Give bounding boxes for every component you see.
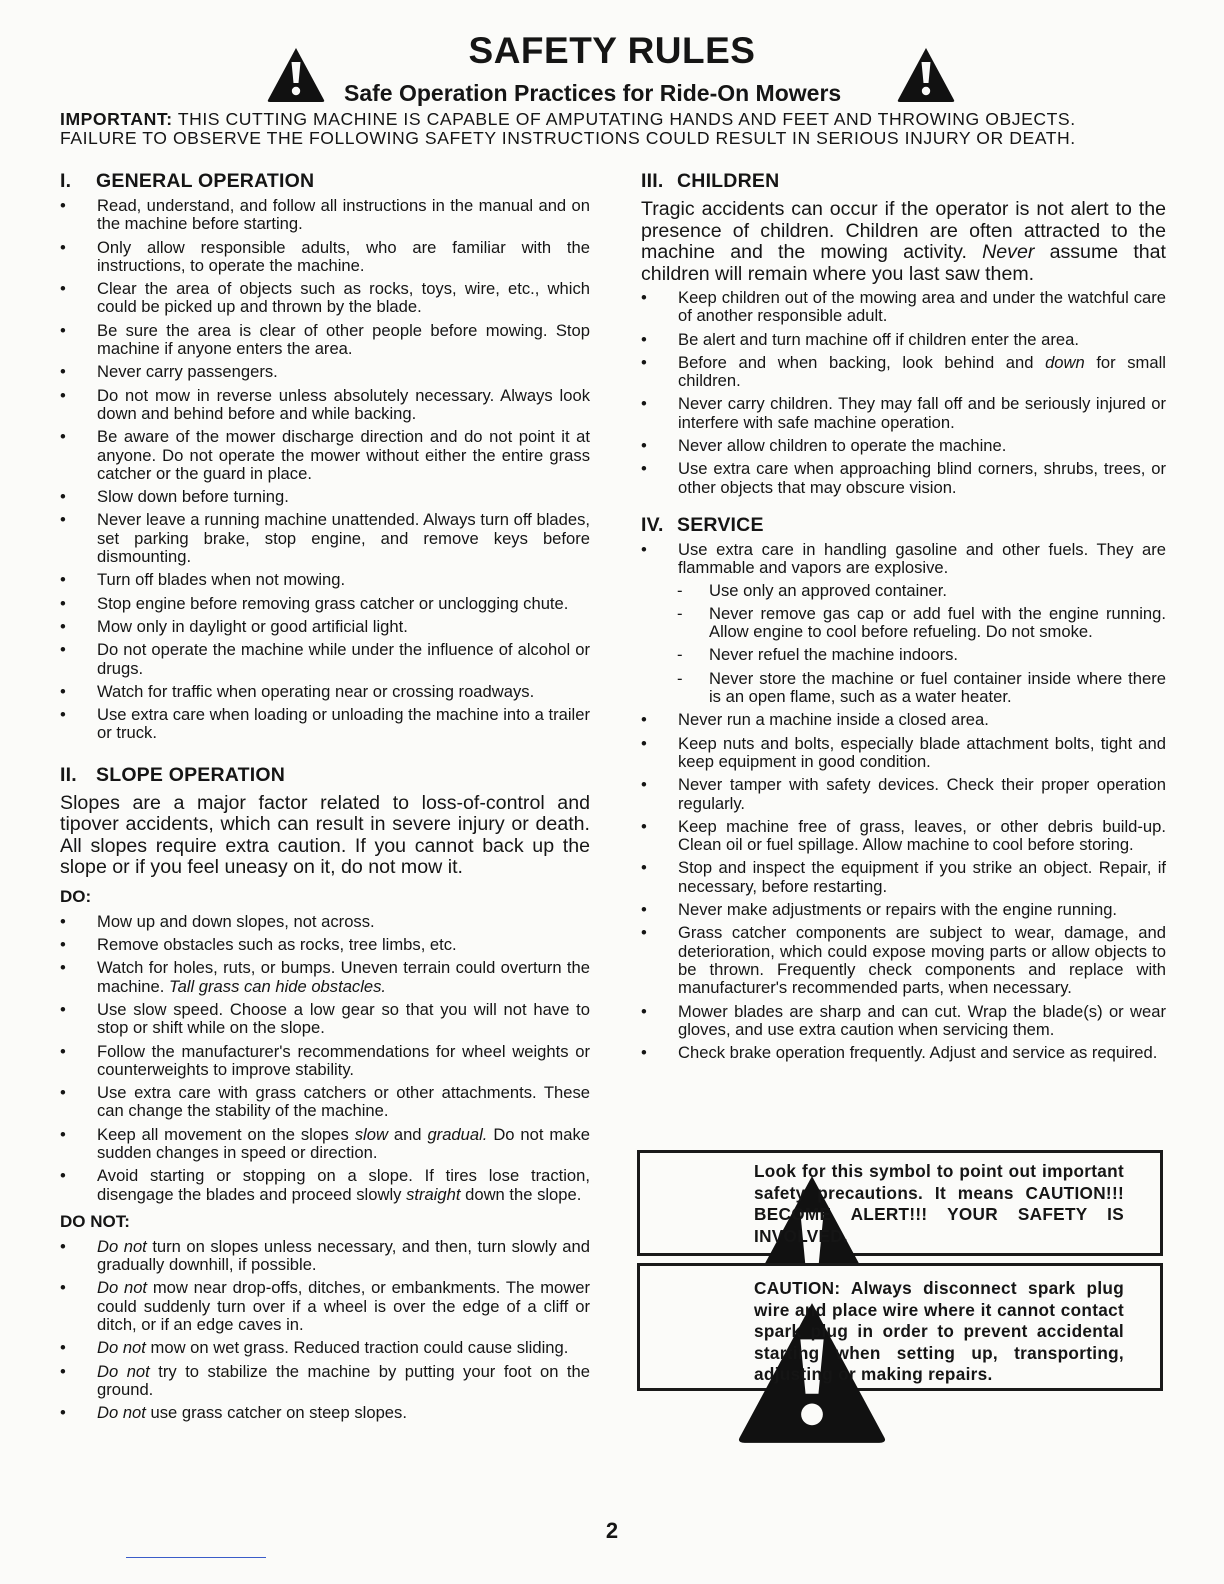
sub-list-item: - Never remove gas cap or add fuel with the engine running. Allow engine to cool before refueling. Do not smoke. <box>675 605 1166 642</box>
list-item: • Keep nuts and bolts, especially blade attachment bolts, tight and keep equipment in good condition. <box>641 735 1166 772</box>
list-item: • Never tamper with safety devices. Check their proper operation regularly. <box>641 776 1166 813</box>
list-item: • Watch for traffic when operating near or crossing roadways. <box>60 683 590 701</box>
list-item: • Mow up and down slopes, not across. <box>60 913 590 931</box>
children-list <box>641 289 1166 497</box>
section-title: SLOPE OPERATION <box>96 763 285 786</box>
section-number: IV. <box>641 513 664 536</box>
list-item: • Be alert and turn machine off if children enter the area. <box>641 331 1166 349</box>
list-item: • Use extra care when loading or unloading the machine into a trailer or truck. <box>60 706 590 743</box>
list-item: • Grass catcher components are subject to wear, damage, and deterioration, which could expose moving parts or allow objects to be thrown. Frequently check components and replace with manufacturer's recommended parts, when necessary. <box>641 924 1166 997</box>
caution-box <box>637 1263 1163 1391</box>
list-item: • Do not operate the machine while under the influence of alcohol or drugs. <box>60 641 590 678</box>
list-item <box>60 1167 590 1204</box>
item-text: for small children. <box>678 352 1166 391</box>
item-emphasis: Do not <box>97 1361 150 1381</box>
section-service-heading <box>641 514 1166 537</box>
do-not-label: DO NOT: <box>60 1211 130 1231</box>
list-item: • Stop engine before removing grass catcher or unclogging chute. <box>60 595 590 613</box>
list-item: • Use slow speed. Choose a low gear so that you will not have to stop or shift while on the slope. <box>60 1001 590 1038</box>
list-item: • Mow only in daylight or good artificial light. <box>60 618 590 636</box>
sub-list-item: - Use only an approved container. <box>675 582 1166 600</box>
symbol-notice-box <box>637 1150 1163 1256</box>
item-emphasis: Do not <box>97 1278 148 1298</box>
list-item: • Never carry passengers. <box>60 363 590 381</box>
section-title: GENERAL OPERATION <box>96 170 315 192</box>
item-text: Keep all movement on the slopes <box>97 1124 349 1144</box>
important-line-2: FAILURE TO OBSERVE THE FOLLOWING SAFETY INSTRUCTIONS COULD RESULT IN SERIOUS INJURY OR DEATH. <box>60 128 1076 148</box>
item-text: Watch for holes, ruts, or bumps. Uneven terrain could overturn the machine. <box>97 958 590 996</box>
item-text: and <box>393 1124 422 1144</box>
section-number: II. <box>60 763 77 786</box>
list-item: • Stop and inspect the equipment if you strike an object. Repair, if necessary, before restarting. <box>641 859 1166 896</box>
item-text: use grass catcher on steep slopes. <box>150 1403 407 1423</box>
item-text: mow on wet grass. Reduced traction could cause sliding. <box>150 1338 569 1358</box>
list-item: • Never make adjustments or repairs with the engine running. <box>641 901 1166 919</box>
section-general-heading <box>60 170 590 193</box>
slope-intro: Slopes are a major factor related to loss-of-control and tipover accidents, which can result in severe injury or death. All slopes require extra caution. If you cannot back up the slope or if you feel uneasy on it, do not mow it. <box>60 791 590 879</box>
item-emphasis: gradual. <box>427 1124 488 1144</box>
fuel-sublist <box>641 582 1166 707</box>
list-item: • Never run a machine inside a closed area. <box>641 711 1166 729</box>
list-item <box>60 959 590 996</box>
do-not-list <box>60 1238 590 1423</box>
symbol-notice-text: Look for this symbol to point out important safety precautions. It means CAUTION!!! BECOME ALERT!!! YOUR SAFETY IS INVOLVED. <box>754 1161 1124 1246</box>
item-emphasis: Tall grass can hide obstacles. <box>168 976 387 996</box>
left-column <box>60 170 590 1428</box>
list-item: • Never carry children. They may fall off and be seriously injured or interfere with safe machine operation. <box>641 395 1166 432</box>
list-item <box>60 1363 590 1400</box>
list-item: • Never allow children to operate the machine. <box>641 437 1166 455</box>
do-label: DO: <box>60 886 92 906</box>
general-list <box>60 197 590 743</box>
list-item: • Only allow responsible adults, who are familiar with the instructions, to operate the machine. <box>60 239 590 276</box>
item-text: try to stabilize the machine by putting your foot on the ground. <box>97 1361 591 1399</box>
list-item <box>641 354 1166 391</box>
caution-text: CAUTION: Always disconnect spark plug wire and place wire where it cannot contact spark plug in order to prevent accidental starting when setting up, transporting, adjusting or making repairs. <box>754 1278 1124 1384</box>
warning-icon <box>662 1171 722 1229</box>
warning-icon-right <box>895 46 957 104</box>
do-list <box>60 913 590 1204</box>
page-subtitle: Safe Operation Practices for Ride-On Mowers <box>344 80 842 106</box>
list-item: • Be aware of the mower discharge direction and do not point it at anyone. Do not operate the mower without either the entire grass catcher or the guard in place. <box>60 428 590 483</box>
item-text: Do not make sudden changes in speed or direction. <box>97 1124 590 1162</box>
item-text: Avoid starting or stopping on a slope. If tires lose traction, disengage the blades and proceed slowly <box>97 1166 590 1204</box>
list-item <box>60 1238 590 1275</box>
list-item <box>60 1339 590 1357</box>
page-number: 2 <box>605 1518 619 1543</box>
sub-list-item: - Never refuel the machine indoors. <box>675 646 1166 664</box>
warning-icon <box>662 1298 722 1356</box>
list-item: • Be sure the area is clear of other people before mowing. Stop machine if anyone enters the area. <box>60 322 590 359</box>
important-notice <box>60 110 1170 148</box>
service-list <box>641 541 1166 578</box>
list-item: • Check brake operation frequently. Adjust and service as required. <box>641 1044 1166 1062</box>
item-emphasis: Do not <box>97 1236 147 1256</box>
item-emphasis: down <box>1045 352 1085 372</box>
important-line-1: THIS CUTTING MACHINE IS CAPABLE OF AMPUTATING HANDS AND FEET AND THROWING OBJECTS. <box>177 109 1076 129</box>
item-emphasis: straight <box>406 1184 461 1204</box>
item-emphasis: Do not <box>97 1338 146 1358</box>
section-title: CHILDREN <box>677 170 780 192</box>
service-list-continued <box>641 711 1166 1062</box>
list-item: • Clear the area of objects such as rocks, toys, wire, etc., which could be picked up and thrown by the blade. <box>60 280 590 317</box>
sub-list-item: - Never store the machine or fuel container inside where there is an open flame, such as a water heater. <box>675 670 1166 707</box>
item-text: Before and when backing, look behind and <box>678 352 1034 372</box>
intro-text: Tragic accidents can occur if the operator is not alert to the presence of children. Children are often attracted to the machine and the mowing activity. <box>641 198 1166 263</box>
section-number: III. <box>641 170 664 192</box>
list-item: • Use extra care when approaching blind corners, shrubs, trees, or other objects that may obscure vision. <box>641 460 1166 497</box>
list-item: • Do not mow in reverse unless absolutely necessary. Always look down and behind before and while backing. <box>60 387 590 424</box>
list-item: • Keep machine free of grass, leaves, or other debris build-up. Clean oil or fuel spillage. Allow machine to cool before storing. <box>641 818 1166 855</box>
section-title: SERVICE <box>677 513 764 536</box>
list-item: • Follow the manufacturer's recommendations for wheel weights or counterweights to improve stability. <box>60 1043 590 1080</box>
item-text: down the slope. <box>465 1184 582 1204</box>
list-item: • Slow down before turning. <box>60 488 590 506</box>
list-item: • Use extra care with grass catchers or other attachments. These can change the stability of the machine. <box>60 1084 590 1121</box>
footer-rule <box>126 1557 266 1558</box>
important-label: IMPORTANT: <box>60 109 173 129</box>
list-item: • Read, understand, and follow all instructions in the manual and on the machine before starting. <box>60 197 590 234</box>
children-intro <box>641 199 1166 285</box>
list-item: • Remove obstacles such as rocks, tree limbs, etc. <box>60 936 590 954</box>
list-item: • Mower blades are sharp and can cut. Wrap the blade(s) or wear gloves, and use extra caution when servicing them. <box>641 1003 1166 1040</box>
list-item: • Never leave a running machine unattended. Always turn off blades, set parking brake, stop engine, and remove keys before dismounting. <box>60 511 590 566</box>
intro-emphasis: Never <box>982 241 1035 263</box>
item-emphasis: slow <box>354 1124 388 1144</box>
list-item <box>60 1279 590 1334</box>
list-item <box>60 1126 590 1163</box>
item-emphasis: Do not <box>97 1403 146 1423</box>
section-slope-heading <box>60 764 590 787</box>
intro-text: assume that children will remain where you last saw them. <box>641 241 1166 285</box>
item-text: mow near drop-offs, ditches, or embankments. The mower could suddenly turn over if a wheel is over the edge of a cliff or ditch, or if an edge caves in. <box>97 1278 591 1335</box>
item-text: turn on slopes unless necessary, and then, turn slowly and gradually downhill, if possible. <box>97 1236 590 1275</box>
section-number: I. <box>60 170 72 192</box>
list-item: • Use extra care in handling gasoline and other fuels. They are flammable and vapors are explosive. <box>641 541 1166 578</box>
list-item <box>60 1404 590 1422</box>
section-children-heading <box>641 170 1166 193</box>
list-item: • Turn off blades when not mowing. <box>60 571 590 589</box>
page-title: SAFETY RULES <box>468 30 756 71</box>
right-column <box>641 170 1166 1067</box>
list-item: • Keep children out of the mowing area and under the watchful care of another responsible adult. <box>641 289 1166 326</box>
